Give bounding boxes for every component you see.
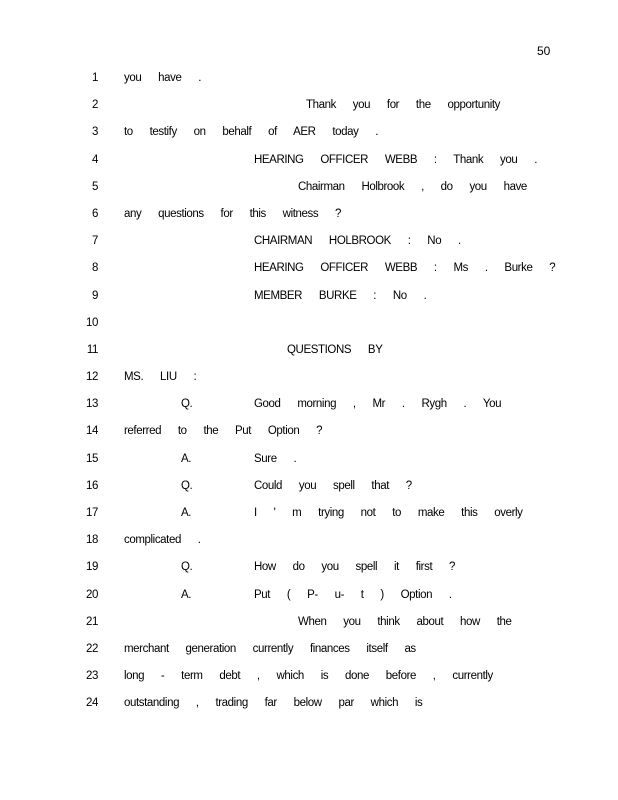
line-text: Sure . (254, 452, 297, 465)
line-number: 9 (92, 289, 98, 302)
line-number: 5 (92, 180, 98, 193)
line-text: referred to the Put Option ? (124, 425, 323, 438)
transcript-line (0, 206, 618, 233)
transcript-line (0, 559, 618, 586)
line-number: 16 (86, 479, 98, 492)
line-number: 23 (86, 670, 98, 683)
speaker-marker: Q. (181, 479, 193, 492)
line-text: When you think about how the (298, 615, 512, 628)
line-number: 10 (86, 316, 98, 329)
speaker-marker: A. (181, 588, 192, 601)
transcript-line (0, 668, 618, 695)
line-number: 12 (86, 371, 98, 384)
transcript (0, 70, 618, 723)
transcript-line (0, 396, 618, 423)
transcript-line (0, 532, 618, 559)
transcript-line (0, 179, 618, 206)
line-text: Thank you for the opportunity (306, 99, 500, 112)
page-number: 50 (537, 44, 551, 58)
transcript-line (0, 641, 618, 668)
transcript-line (0, 315, 618, 342)
line-number: 19 (86, 561, 98, 574)
line-number: 20 (86, 588, 98, 601)
line-number: 6 (92, 207, 98, 220)
transcript-line (0, 260, 618, 287)
transcript-line (0, 70, 618, 97)
transcript-line (0, 124, 618, 151)
line-text: complicated . (124, 534, 201, 547)
line-text: How do you spell it first ? (254, 561, 456, 574)
line-number: 18 (86, 534, 98, 547)
line-text: any questions for this witness ? (124, 207, 342, 220)
line-number: 2 (92, 99, 98, 112)
line-number: 3 (92, 126, 98, 139)
line-text: you have . (124, 72, 202, 84)
line-text: MS. LIU : (124, 371, 197, 384)
line-text: long - term debt , which is done before , currently (124, 670, 493, 683)
line-number: 13 (86, 398, 98, 411)
transcript-line (0, 695, 618, 722)
line-text: MEMBER BURKE : No . (254, 289, 427, 302)
line-text: Chairman Holbrook , do you have (298, 180, 527, 193)
transcript-line (0, 478, 618, 505)
line-text: to testify on behalf of AER today . (124, 126, 379, 139)
line-text: Put ( P- u- t ) Option . (254, 588, 452, 601)
line-number: 7 (92, 235, 98, 248)
transcript-line (0, 614, 618, 641)
line-text: Could you spell that ? (254, 479, 412, 492)
line-number: 22 (86, 642, 98, 655)
line-text: outstanding , trading far below par which is (124, 697, 423, 710)
transcript-line (0, 152, 618, 179)
transcript-line (0, 505, 618, 532)
transcript-line (0, 451, 618, 478)
line-number: 14 (86, 425, 98, 438)
transcript-line (0, 288, 618, 315)
line-number: 11 (86, 343, 98, 356)
line-text: HEARING OFFICER WEBB : Thank you . (254, 153, 537, 166)
speaker-marker: A. (181, 452, 192, 465)
transcript-line (0, 97, 618, 124)
line-text: Good morning , Mr . Rygh . You (254, 398, 502, 411)
section-heading: QUESTIONS BY (287, 343, 383, 356)
line-number: 21 (86, 615, 98, 628)
transcript-line (0, 233, 618, 260)
speaker-marker: Q. (181, 398, 193, 411)
line-number: 17 (86, 507, 98, 519)
transcript-line (0, 342, 618, 369)
line-number: 8 (92, 262, 98, 275)
line-text: I ' m trying not to make this overly (254, 507, 523, 519)
line-text: merchant generation currently finances itself as (124, 642, 416, 655)
line-number: 4 (92, 153, 98, 166)
line-number: 15 (86, 452, 98, 465)
line-number: 24 (86, 697, 98, 710)
speaker-marker: A. (181, 507, 192, 519)
speaker-marker: Q. (181, 561, 193, 574)
line-text: HEARING OFFICER WEBB : Ms . Burke ? (254, 262, 556, 275)
transcript-line (0, 587, 618, 614)
transcript-line (0, 369, 618, 396)
transcript-line (0, 423, 618, 450)
line-number: 1 (92, 72, 98, 84)
line-text: CHAIRMAN HOLBROOK : No . (254, 235, 461, 248)
